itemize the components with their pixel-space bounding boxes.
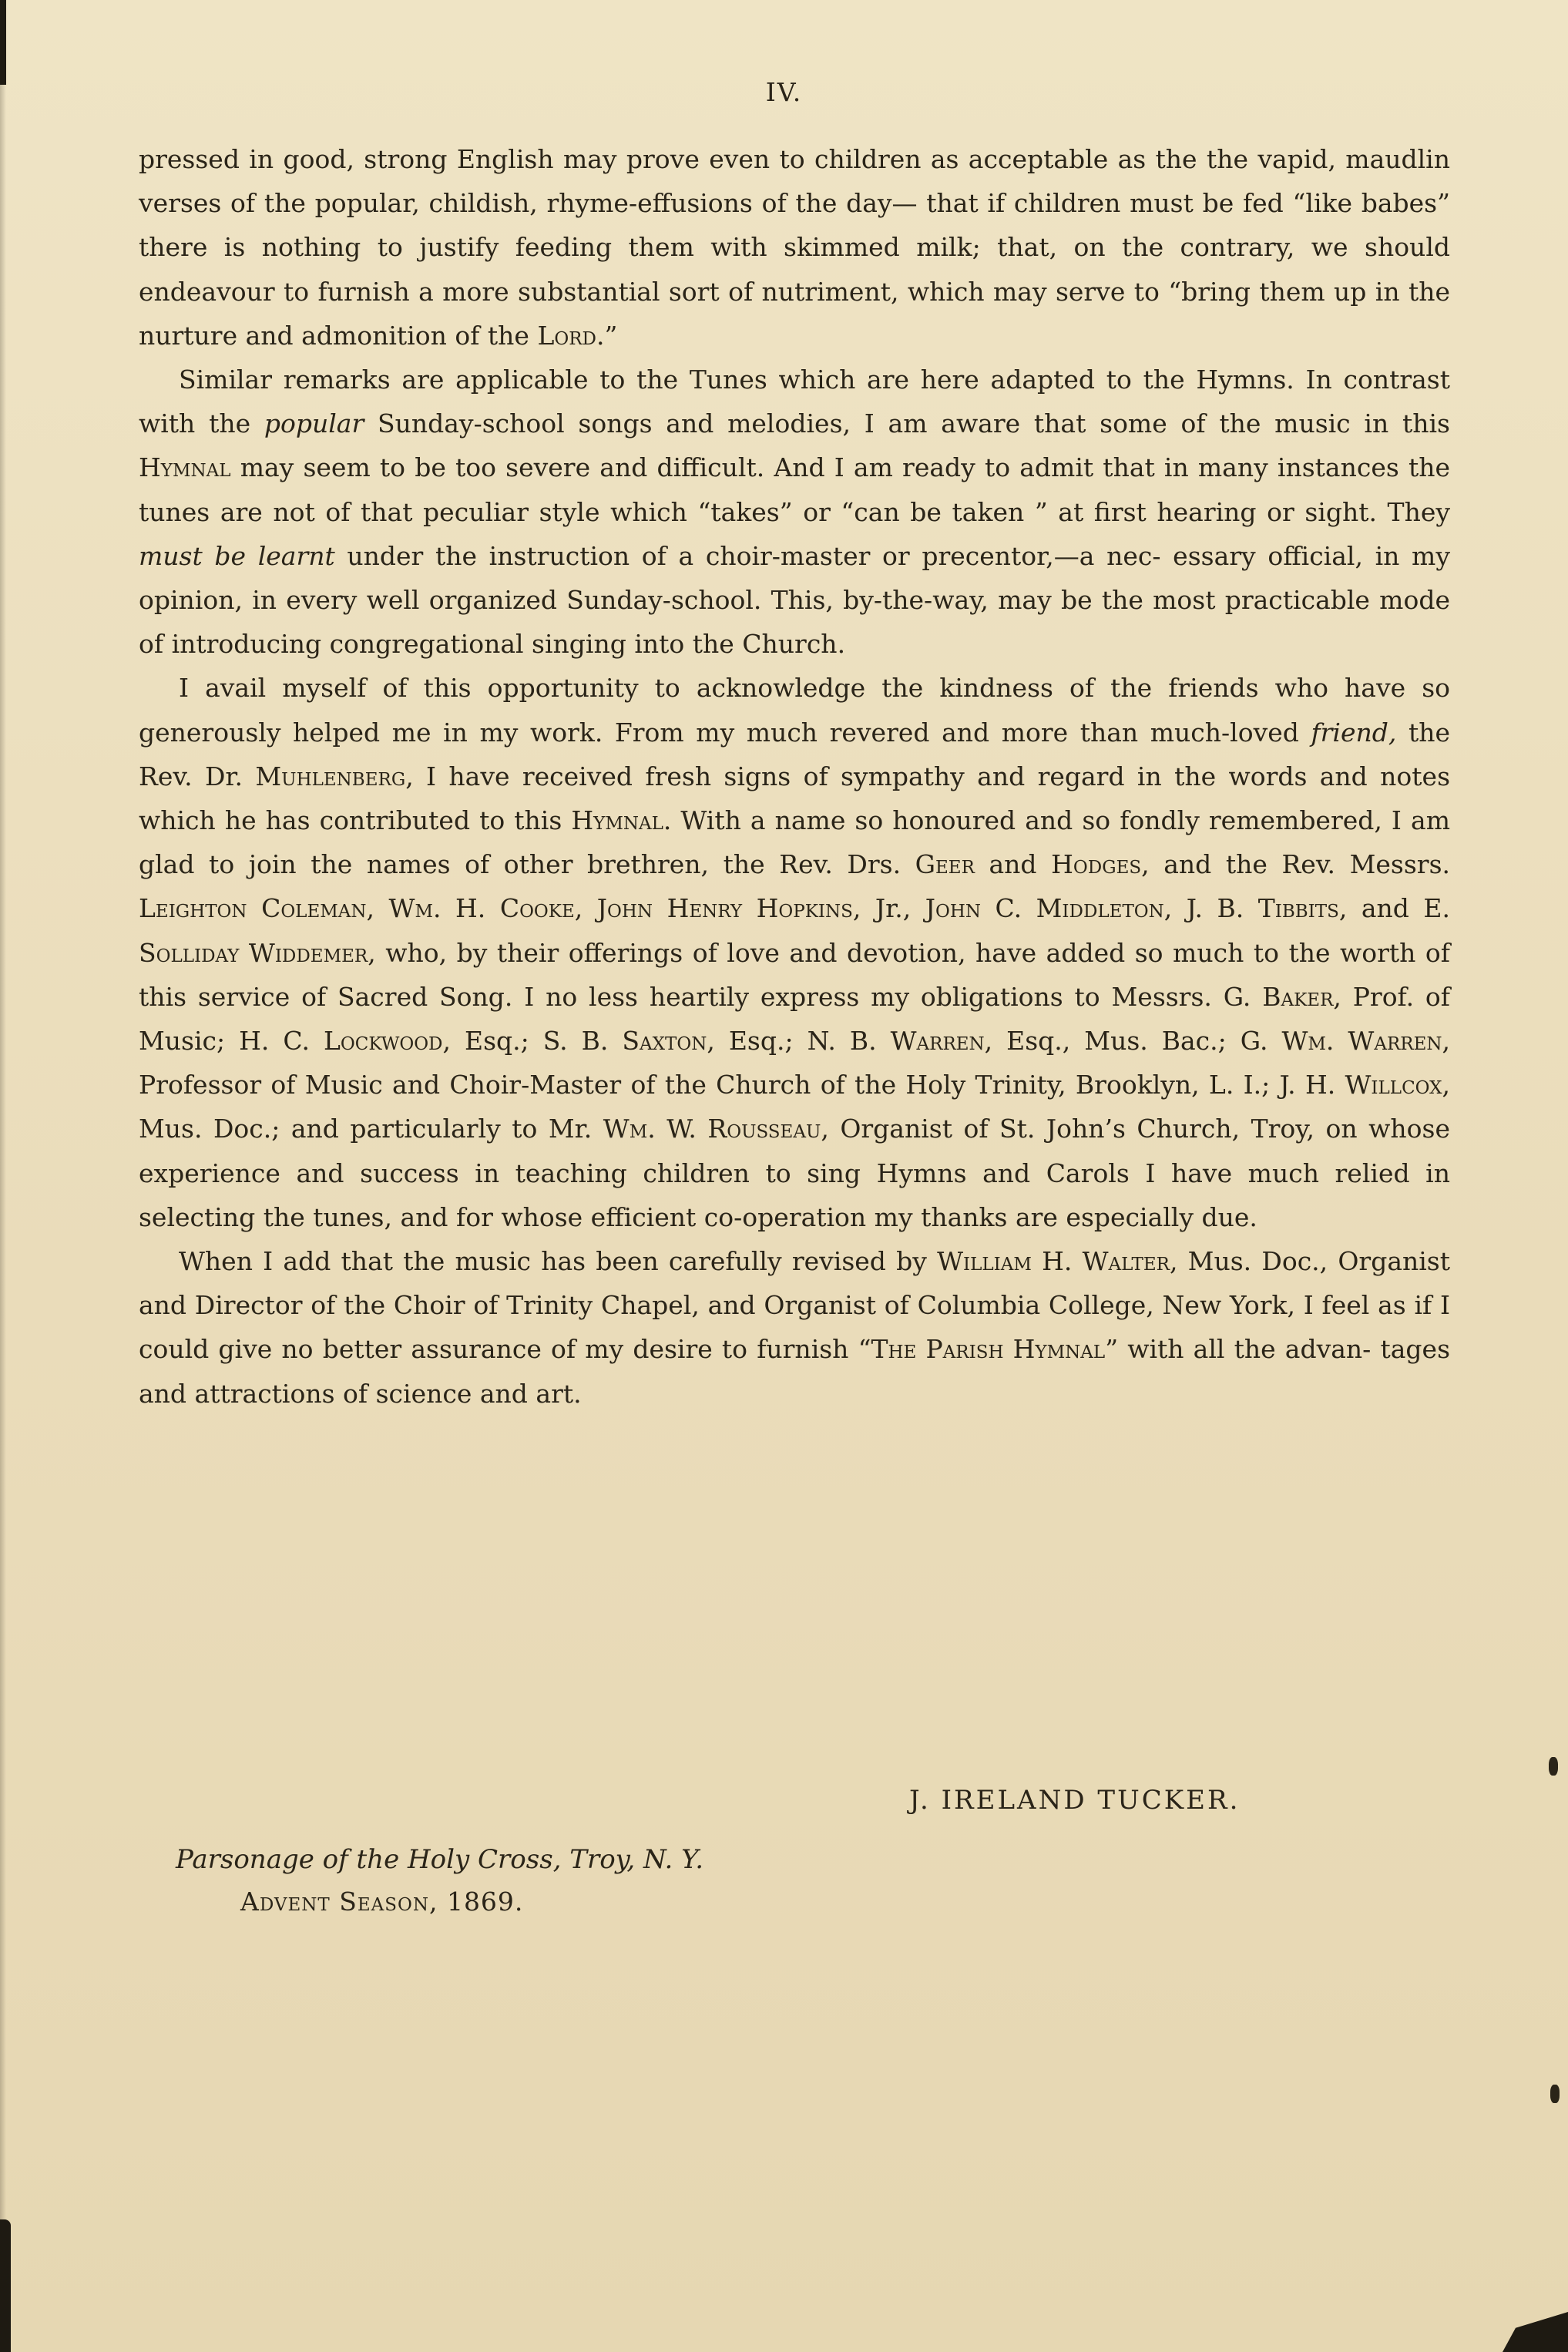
small-caps-name: Geer bbox=[915, 849, 975, 880]
small-caps-name: Tibbits bbox=[1257, 893, 1339, 924]
small-caps-name: Warren bbox=[890, 1026, 985, 1057]
small-caps-name: Wm. W. Rousseau bbox=[603, 1114, 821, 1144]
margin-speck bbox=[1550, 2085, 1560, 2103]
small-caps-name: Baker bbox=[1262, 981, 1334, 1012]
small-caps-name: John C. Middleton bbox=[925, 893, 1164, 924]
small-caps-name: Willcox bbox=[1345, 1070, 1442, 1100]
small-caps-name: Muhlenberg bbox=[255, 761, 406, 791]
corner-mark bbox=[1503, 2312, 1568, 2352]
page-number: IV. bbox=[765, 77, 803, 107]
page-edge-shadow bbox=[0, 0, 6, 2352]
paragraph-2: Similar remarks are applicable to the Tunes which are here adapted to the Hymns. In contrast with the popular Sunday-school songs and melodies, I am aware that some of the music in this Hymnal may seem to be too severe and difficult. And I am ready to admit that in many instances the tunes are not of that peculiar style which “takes” or “can be taken ” at first hearing or sight. They must be learnt under the instruction of a choir-master or precentor,—a nec- essary official, in my opinion, in every well organized Sunday-school. This, by-the-way, may be the most practicable mode of introducing congregational singing into the Church. bbox=[139, 365, 1450, 660]
small-caps-name: Lockwood bbox=[323, 1026, 443, 1057]
margin-speck bbox=[1549, 1757, 1558, 1776]
date-line: Advent Season, 1869. bbox=[240, 1887, 524, 1917]
binding-mark-top bbox=[0, 0, 6, 85]
small-caps-name: Lord bbox=[537, 320, 596, 351]
small-caps-name: Hodges bbox=[1051, 849, 1142, 880]
small-caps-name: Wm. H. Cooke bbox=[388, 893, 575, 924]
small-caps-title: The Parish Hymnal bbox=[871, 1334, 1106, 1365]
italic-emphasis: friend, bbox=[1311, 717, 1397, 748]
italic-emphasis: must be learnt bbox=[139, 540, 335, 571]
small-caps-name: Leighton Coleman bbox=[139, 893, 367, 924]
italic-emphasis: popular bbox=[264, 408, 364, 439]
small-caps-name: William H. Walter bbox=[937, 1246, 1170, 1277]
small-caps-name: Hymnal bbox=[139, 452, 231, 483]
binding-mark-bottom bbox=[0, 2219, 11, 2352]
small-caps-name: Solliday Widdemer bbox=[139, 937, 368, 968]
author-signature: J. IRELAND TUCKER. bbox=[909, 1785, 1241, 1816]
paragraph-3: I avail myself of this opportunity to acknowledge the kindness of the friends who have so generously helped me in my work. From my much revered and more than much-loved friend, the Rev. Dr. Muhlenberg, I have received fresh signs of sympathy and regard in the words and notes which he has contributed to this Hymnal. With a name so honoured and so fondly remembered, I am glad to join the names of other brethren, the Rev. Drs. Geer and Hodges, and the Rev. Messrs. Leighton Coleman, Wm. H. Cooke, John Henry Hopkins, Jr., John C. Middleton, J. B. Tibbits, and E. Solliday Widdemer, who, by their offerings of love and devotion, have added so much to the worth of this service of Sacred Song. I no less heartily express my obligations to Messrs. G. Baker, Prof. of Music; H. C. Lockwood, Esq.; S. B. Saxton, Esq.; N. B. Warren, Esq., Mus. Bac.; G. Wm. Warren, Professor of Music and Choir-Master of the Church of the Holy Trinity, Brooklyn, L. I.; J. H. Willcox, Mus. Doc.; and particularly to Mr. Wm. W. Rousseau, Organist of St. John’s Church, Troy, on whose experience and success in teaching children to sing Hymns and Carols I have much relied in selecting the tunes, and for whose efficient co-operation my thanks are especially due. bbox=[139, 673, 1451, 1232]
small-caps-name: John Henry Hopkins bbox=[596, 893, 853, 924]
paragraph-1: pressed in good, strong English may prove even to children as acceptable as the the vapid, maudlin verses of the popular, childish, rhyme-effusions of the day— that if children must be fed “like babes” there is nothing to justify feeding them with skimmed milk; that, on the contrary, we should endeavour to furnish a more substantial sort of nutriment, which may serve to “bring them up in the nurture and admonition of the Lord.” bbox=[139, 144, 1450, 351]
paragraph-4: When I add that the music has been carefully revised by William H. Walter, Mus. Doc., Organist and Director of the Choir of Trinity Chapel, and Organist of Columbia College, New York, I feel as if I could give no better assurance of my desire to furnish “The Parish Hymnal” with all the advan- tages and attractions of science and art. bbox=[139, 1246, 1450, 1409]
small-caps-name: Hymnal bbox=[571, 805, 663, 836]
body-text bbox=[139, 137, 1450, 1416]
small-caps-name: Saxton bbox=[622, 1026, 707, 1057]
place-line: Parsonage of the Holy Cross, Troy, N. Y. bbox=[176, 1844, 704, 1875]
small-caps-name: Wm. Warren bbox=[1281, 1026, 1442, 1057]
